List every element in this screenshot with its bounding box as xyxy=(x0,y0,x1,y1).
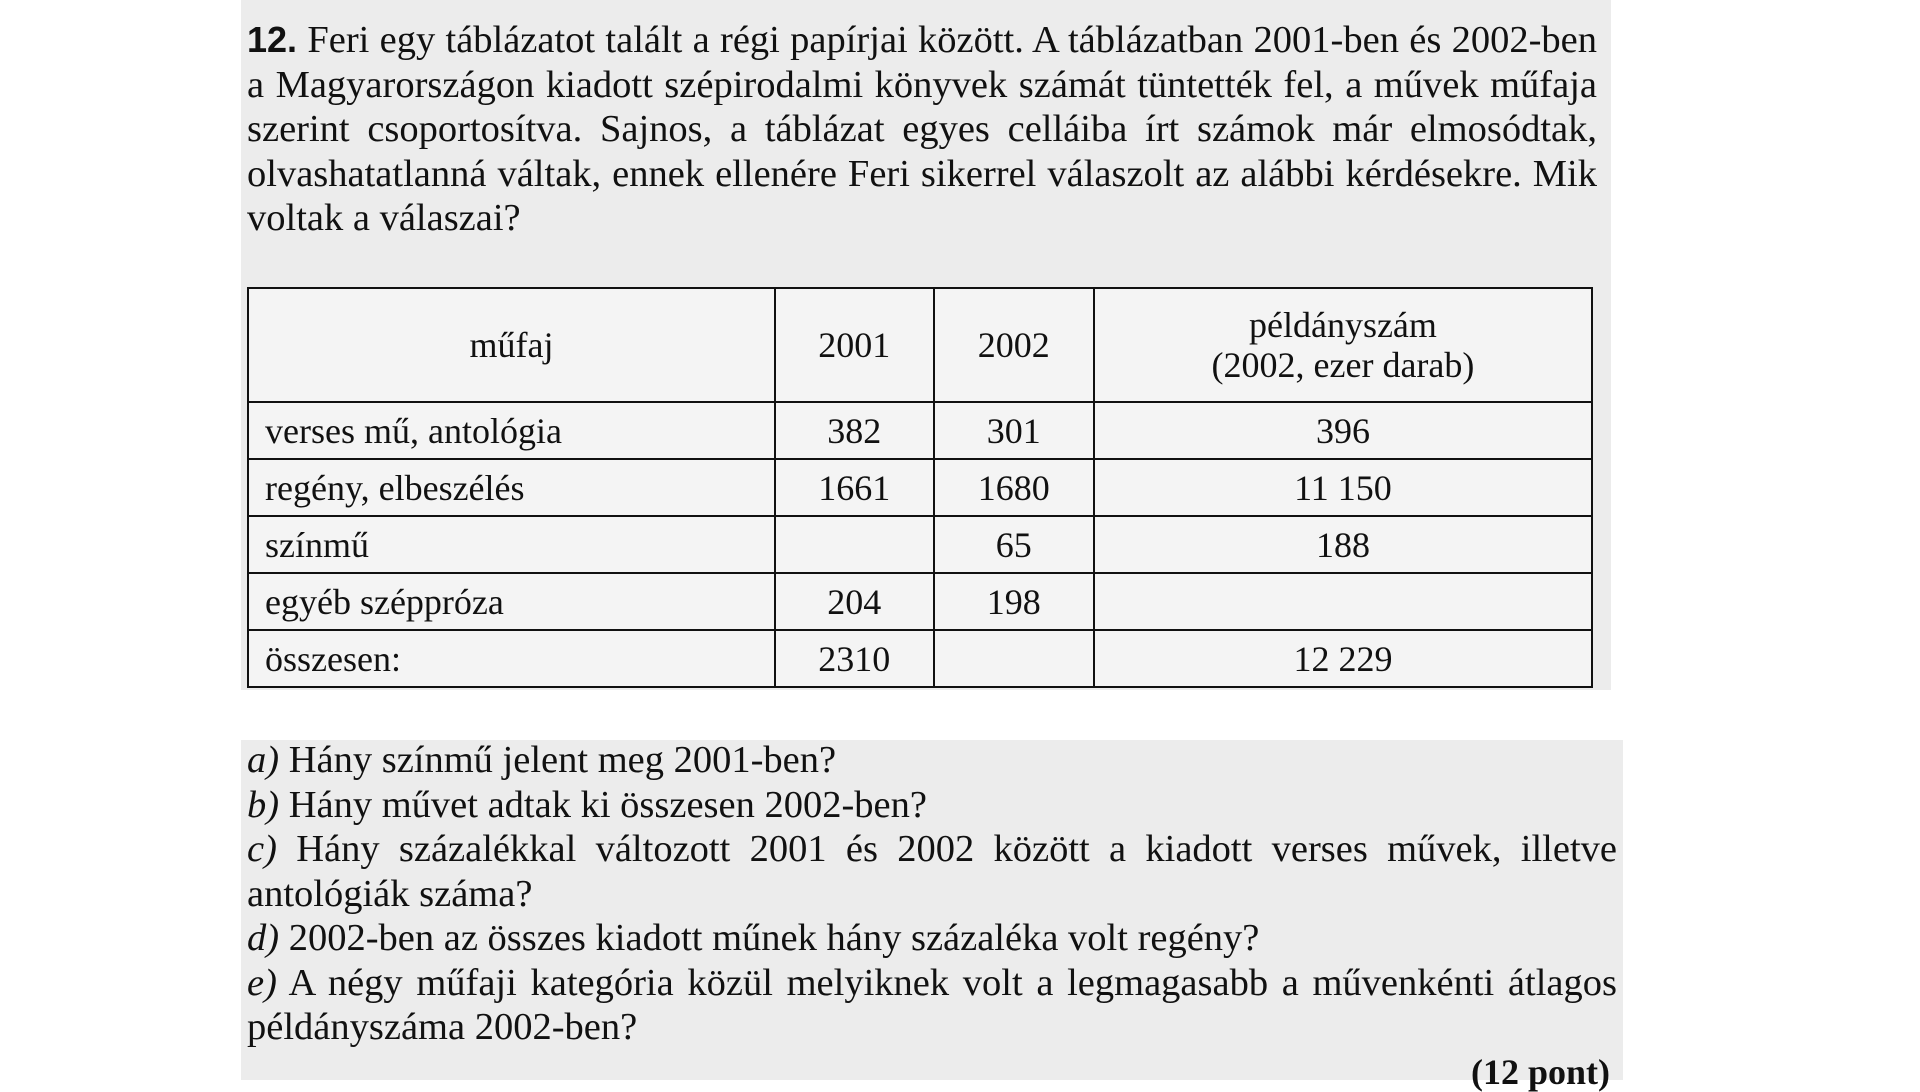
problem-number: 12. xyxy=(247,19,298,60)
points-label: (12 pont) xyxy=(1470,1052,1610,1092)
question-list xyxy=(247,738,1617,1050)
row-2001: 1661 xyxy=(775,459,933,516)
question-d xyxy=(247,916,1617,961)
table-header-row xyxy=(248,288,1592,402)
header-copies-line1: példányszám xyxy=(1248,305,1437,345)
row-genre: regény, elbeszélés xyxy=(248,459,775,516)
header-copies-line2: (2002, ezer darab) xyxy=(1211,345,1475,385)
row-2002: 1680 xyxy=(934,459,1094,516)
row-2002: 301 xyxy=(934,402,1094,459)
row-2001: 204 xyxy=(775,573,933,630)
problem-text: Feri egy táblázatot talált a régi papírjai között. A táblázatban 2001-ben és 2002-ben a Magyarországon kiadott szépirodalmi könyvek számát tüntették fel, a művek műfaja szerint csoportosítva. Sajnos, a táblázat egyes celláiba írt számok már elmosódtak, olvashatatlanná váltak, ennek ellenére Feri sikerrel válaszolt az alábbi kérdésekre. Mik voltak a válaszai? xyxy=(247,19,1597,239)
table-row xyxy=(248,573,1592,630)
question-text: Hány művet adtak ki összesen 2002-ben? xyxy=(288,783,927,826)
row-copies: 11 150 xyxy=(1094,459,1592,516)
question-letter: e) xyxy=(247,961,277,1004)
row-copies xyxy=(1094,573,1592,630)
row-2002 xyxy=(934,630,1094,687)
row-genre: színmű xyxy=(248,516,775,573)
question-text: A négy műfaji kategória közül melyiknek volt a legmagasabb a művenkénti átlagos példányszáma 2002-ben? xyxy=(247,961,1617,1048)
row-genre: verses mű, antológia xyxy=(248,402,775,459)
row-2001 xyxy=(775,516,933,573)
question-text: Hány színmű jelent meg 2001-ben? xyxy=(288,739,837,781)
question-text: 2002-ben az összes kiadott műnek hány százaléka volt regény? xyxy=(288,917,1260,959)
header-2002: 2002 xyxy=(934,288,1094,402)
header-genre: műfaj xyxy=(248,288,775,402)
book-data-table xyxy=(247,287,1593,688)
table-row xyxy=(248,402,1592,459)
row-genre: összesen: xyxy=(248,630,775,687)
row-copies: 396 xyxy=(1094,402,1592,459)
row-copies: 12 229 xyxy=(1094,630,1592,687)
row-2001: 382 xyxy=(775,402,933,459)
question-b xyxy=(247,783,1617,828)
row-copies: 188 xyxy=(1094,516,1592,573)
table-row xyxy=(248,459,1592,516)
problem-statement xyxy=(247,18,1597,241)
question-a xyxy=(247,738,1617,783)
question-letter: d) xyxy=(247,917,280,959)
row-2002: 65 xyxy=(934,516,1094,573)
question-letter: a) xyxy=(247,739,280,781)
row-2001: 2310 xyxy=(775,630,933,687)
question-text: Hány százalékkal változott 2001 és 2002 között a kiadott verses művek, illetve antológiák száma? xyxy=(247,828,1618,915)
header-copies xyxy=(1094,288,1592,402)
question-c xyxy=(247,827,1617,916)
table-total-row xyxy=(248,630,1592,687)
table-row xyxy=(248,516,1592,573)
question-e xyxy=(247,961,1617,1050)
row-genre: egyéb széppróza xyxy=(248,573,775,630)
header-2001: 2001 xyxy=(775,288,933,402)
question-letter: b) xyxy=(247,783,280,826)
question-letter: c) xyxy=(247,828,277,870)
row-2002: 198 xyxy=(934,573,1094,630)
